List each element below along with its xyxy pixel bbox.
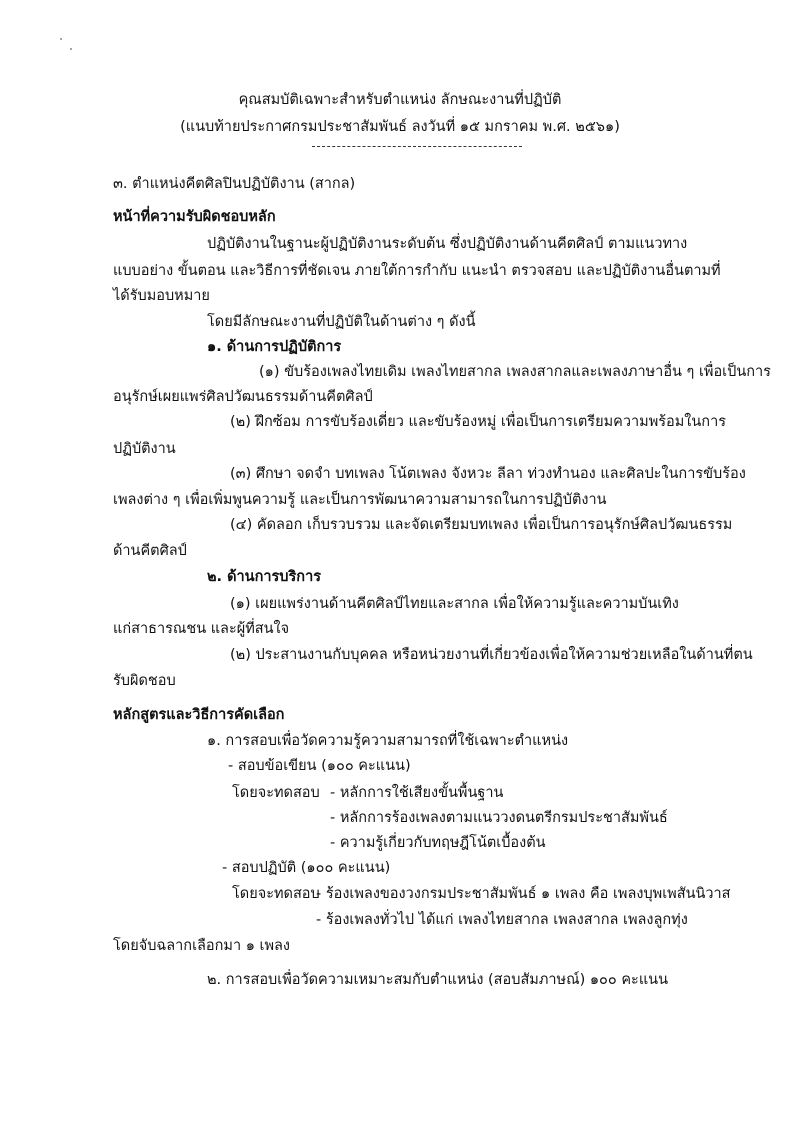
practical-topic-cont: โดยจับฉลากเลือกมา ๑ เพลง — [113, 938, 291, 954]
header-divider — [312, 146, 522, 147]
duties-intro-line: ได้รับมอบหมาย — [113, 288, 210, 304]
position-title: ๓. ตำแหน่งคีตศิลปินปฏิบัติงาน (สากล) — [113, 176, 356, 192]
operation-item-cont: อนุรักษ์เผยแพร่ศิลปวัฒนธรรมด้านคีตศิลป์ — [113, 389, 373, 405]
written-topic: - หลักการใช้เสียงขั้นพื้นฐาน — [330, 785, 504, 801]
duties-heading: หน้าที่ความรับผิดชอบหลัก — [113, 209, 276, 225]
service-item-cont: แก่สาธารณชน และผู้ที่สนใจ — [113, 621, 290, 637]
selection-item-2: ๒. การสอบเพื่อวัดความเหมาะสมกับตำแหน่ง (สอบสัมภาษณ์) ๑๐๐ คะแนน — [207, 972, 669, 988]
operation-item-cont: ปฏิบัติงาน — [113, 441, 176, 457]
written-topic: - ความรู้เกี่ยวกับทฤษฎีโน้ตเบื้องต้น — [330, 835, 546, 851]
scan-speck — [60, 38, 62, 40]
duties-intro-line: แบบอย่าง ขั้นตอน และวิธีการที่ชัดเจน ภายใต้การกำกับ แนะนำ ตรวจสอบ และปฏิบัติงานอื่นตามที่ — [113, 263, 721, 279]
service-heading: ๒. ด้านการบริการ — [207, 569, 321, 585]
exam-label: โดยจะทดสอบ — [232, 886, 320, 902]
operation-item: (๔) คัดลอก เก็บรวบรวม และจัดเตรียมบทเพลง เพื่อเป็นการอนุรักษ์ศิลปวัฒนธรรม — [230, 517, 733, 533]
operation-item: (๓) ศึกษา จดจำ บทเพลง โน้ตเพลง จังหวะ ลีลา ท่วงทำนอง และศิลปะในการขับร้อง — [230, 466, 746, 482]
duties-intro-line: ปฏิบัติงานในฐานะผู้ปฏิบัติงานระดับต้น ซึ่งปฏิบัติงานด้านคีตศิลป์ ตามแนวทาง — [207, 236, 688, 252]
document-title: คุณสมบัติเฉพาะสำหรับตำแหน่ง ลักษณะงานที่ปฏิบัติ — [238, 92, 562, 108]
service-item-cont: รับผิดชอบ — [113, 673, 176, 689]
operation-item: (๑) ขับร้องเพลงไทยเดิม เพลงไทยสากล เพลงสากลและเพลงภาษาอื่น ๆ เพื่อเป็นการ — [259, 364, 771, 380]
document-subtitle: (แนบท้ายประกาศกรมประชาสัมพันธ์ ลงวันที่ ๑๕ มกราคม พ.ศ. ๒๕๖๑) — [180, 119, 620, 135]
service-item: (๒) ประสานงานกับบุคคล หรือหน่วยงานที่เกี่ยวข้องเพื่อให้ความช่วยเหลือในด้านที่ตน — [230, 647, 753, 663]
practical-topic: - ร้องเพลงทั่วไป ได้แก่ เพลงไทยสากล เพลงสากล เพลงลูกทุ่ง — [316, 912, 688, 928]
written-exam: - สอบข้อเขียน (๑๐๐ คะแนน) — [228, 758, 411, 774]
exam-label: โดยจะทดสอบ — [232, 785, 320, 801]
scan-speck — [70, 48, 72, 50]
selection-item-1: ๑. การสอบเพื่อวัดความรู้ความสามารถที่ใช้เฉพาะตำแหน่ง — [207, 733, 569, 749]
duties-intro-2: โดยมีลักษณะงานที่ปฏิบัติในด้านต่าง ๆ ดังนี้ — [207, 314, 476, 330]
operation-item-cont: ด้านคีตศิลป์ — [113, 543, 187, 559]
service-item: (๑) เผยแพร่งานด้านคีตศิลป์ไทยและสากล เพื่อให้ความรู้และความบันเทิง — [230, 596, 679, 612]
written-topic: - หลักการร้องเพลงตามแนววงดนตรีกรมประชาสัมพันธ์ — [330, 810, 668, 826]
practical-exam: - สอบปฏิบัติ (๑๐๐ คะแนน) — [222, 860, 391, 876]
practical-topic: - ร้องเพลงของวงกรมประชาสัมพันธ์ ๑ เพลง คือ เพลงบุพเพสันนิวาส — [316, 886, 731, 902]
selection-heading: หลักสูตรและวิธีการคัดเลือก — [113, 707, 285, 723]
operations-heading: ๑. ด้านการปฏิบัติการ — [207, 339, 342, 355]
operation-item: (๒) ฝึกซ้อม การขับร้องเดี่ยว และขับร้องหมู่ เพื่อเป็นการเตรียมความพร้อมในการ — [230, 414, 727, 430]
operation-item-cont: เพลงต่าง ๆ เพื่อเพิ่มพูนความรู้ และเป็นการพัฒนาความสามารถในการปฏิบัติงาน — [113, 492, 607, 508]
